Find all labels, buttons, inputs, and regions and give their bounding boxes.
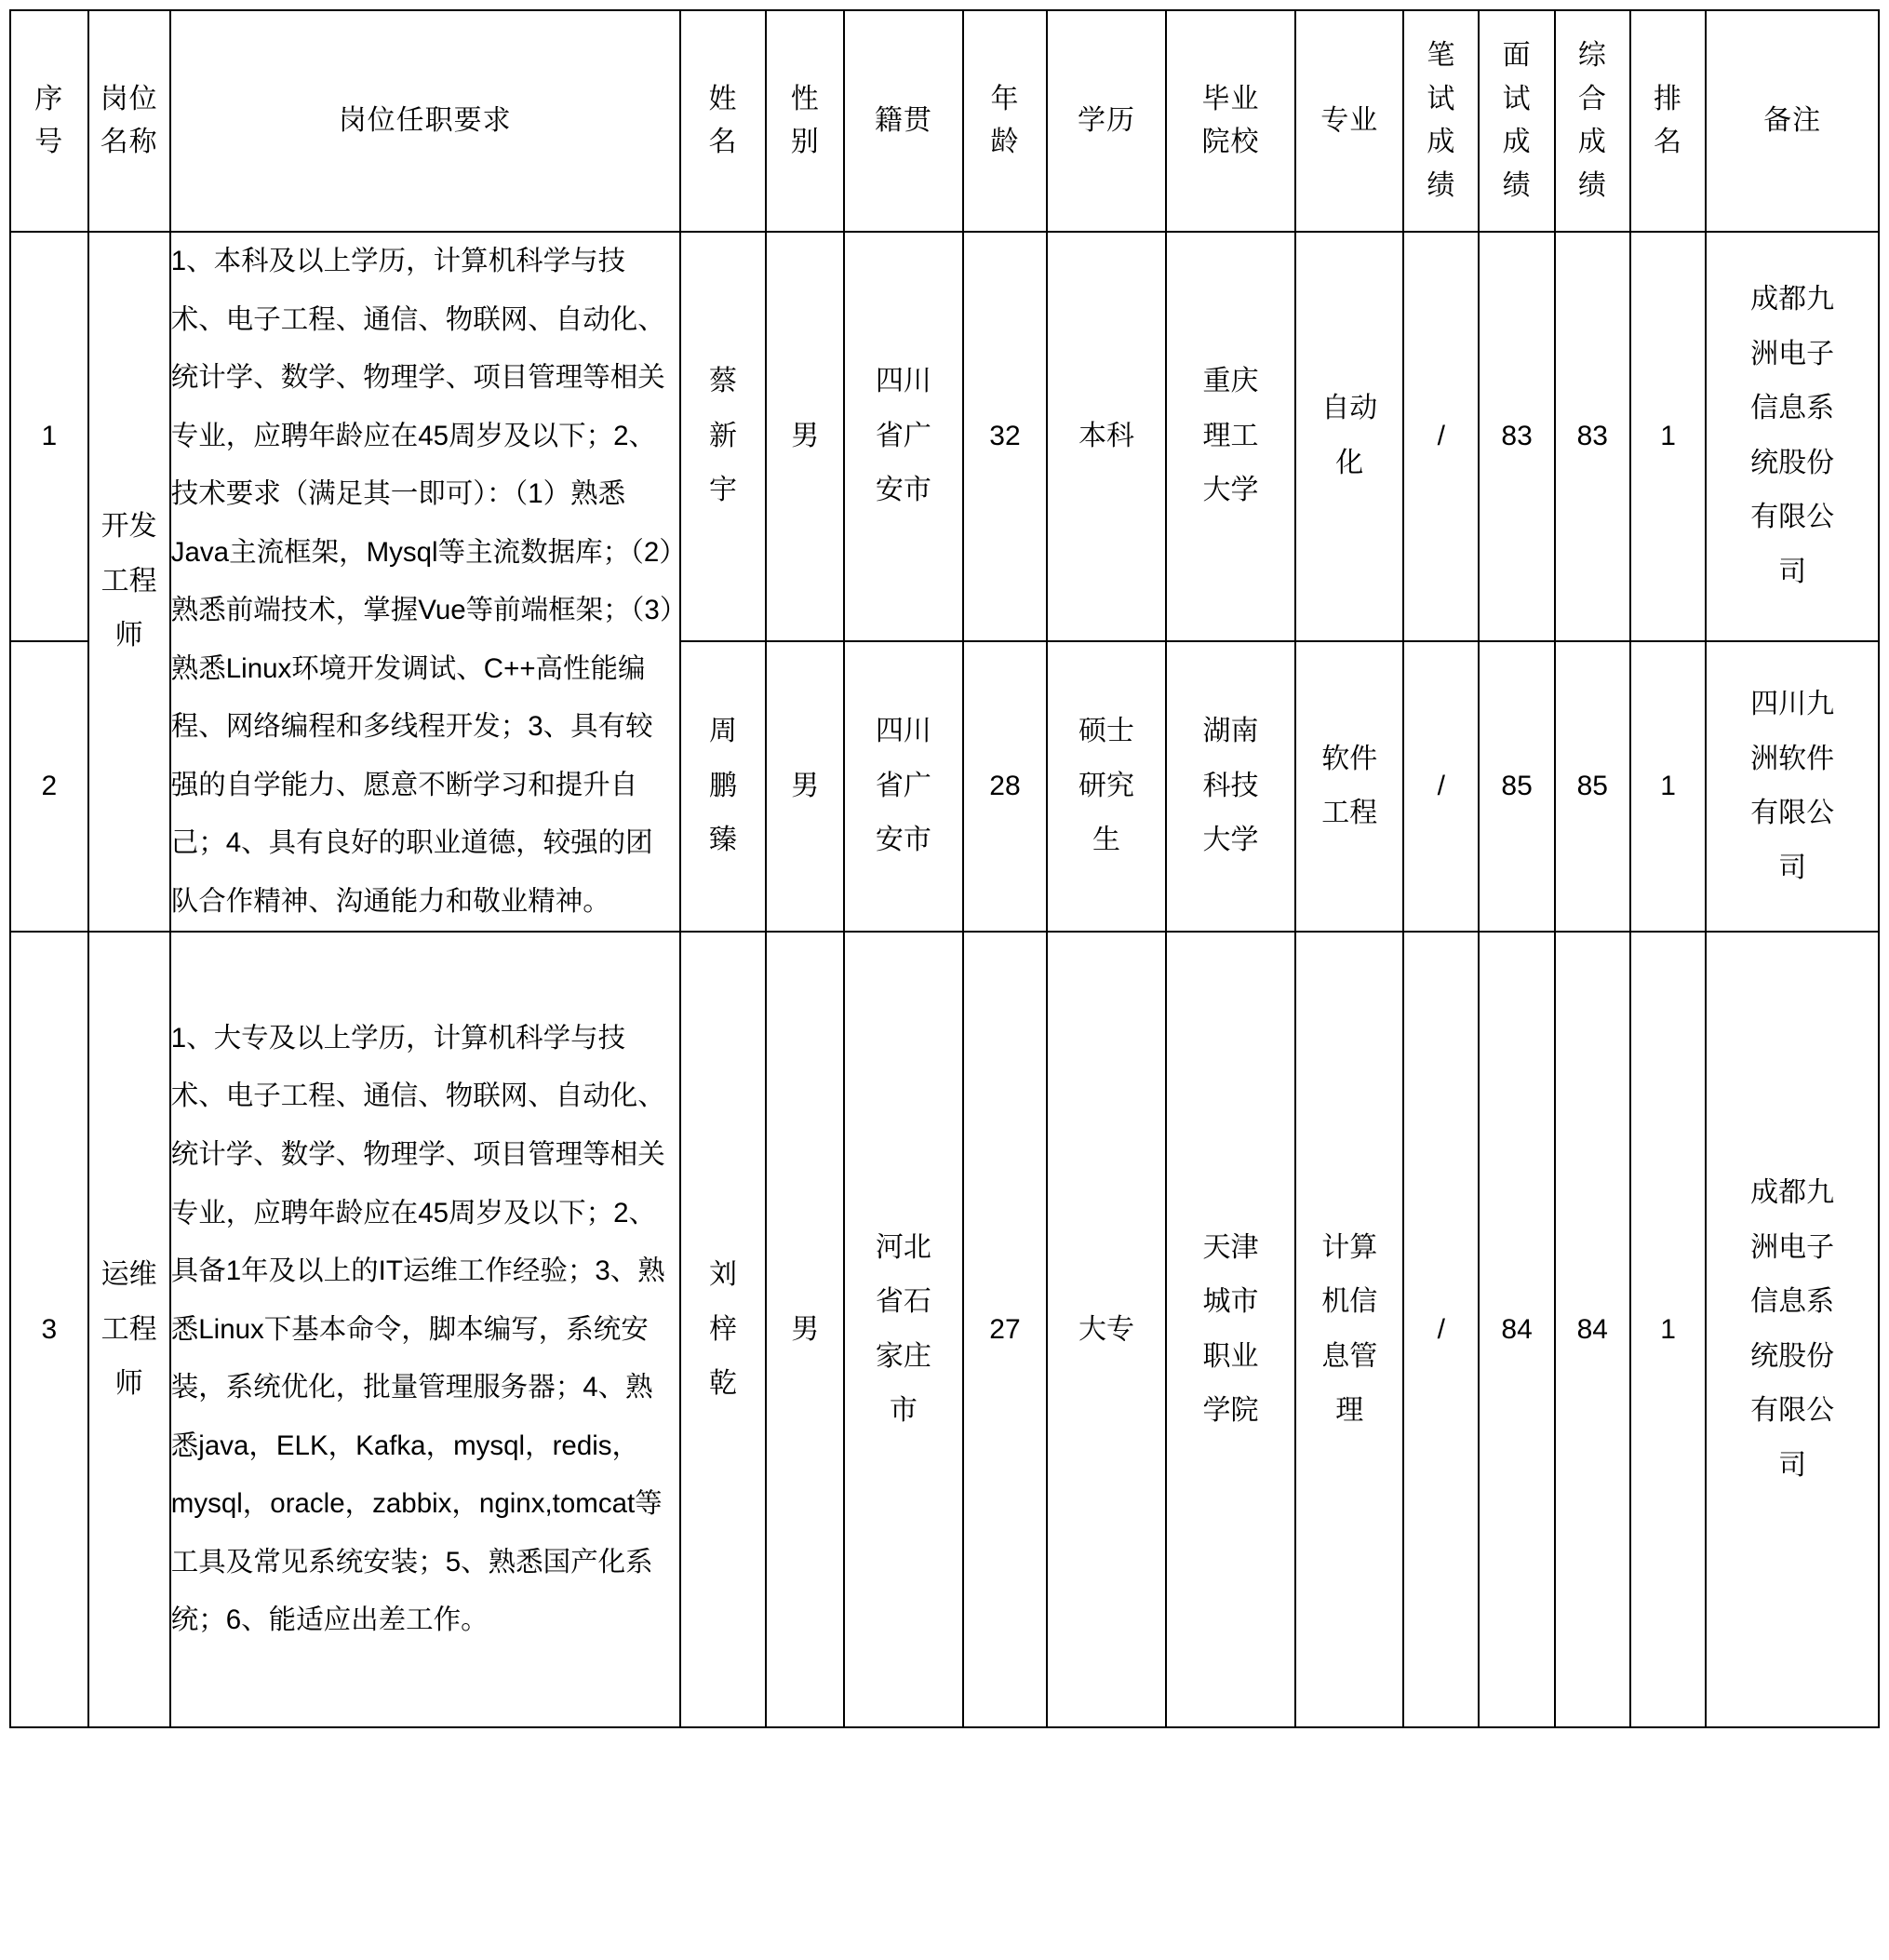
cell-written-score: / bbox=[1403, 232, 1479, 641]
post-name-line: 工程 bbox=[100, 1313, 157, 1345]
major-line: 机信 bbox=[1321, 1286, 1378, 1318]
header-cell-remark bbox=[1706, 10, 1879, 232]
remark-stack bbox=[1750, 1166, 1834, 1493]
cell-origin bbox=[844, 641, 963, 933]
post-name-line: 运维 bbox=[100, 1259, 157, 1291]
origin-line: 四川 bbox=[875, 716, 931, 747]
header-line: 名 bbox=[708, 127, 738, 157]
header-cell-major bbox=[1295, 10, 1403, 232]
cell-age: 27 bbox=[963, 932, 1048, 1727]
origin-line: 市 bbox=[889, 1395, 918, 1427]
name-line: 周 bbox=[709, 716, 738, 747]
name-line: 宇 bbox=[709, 475, 738, 506]
remark-line: 有限公 bbox=[1750, 1395, 1835, 1427]
remark-line: 成都九 bbox=[1750, 1177, 1835, 1209]
origin-line: 省石 bbox=[875, 1286, 931, 1318]
table-header bbox=[10, 10, 1879, 232]
cell-composite-score: 84 bbox=[1555, 932, 1630, 1727]
major-line: 软件 bbox=[1321, 743, 1378, 774]
cell-rank: 1 bbox=[1630, 232, 1706, 641]
cell-age: 28 bbox=[963, 641, 1048, 933]
cell-seq: 2 bbox=[10, 641, 88, 933]
header-cell-age bbox=[963, 10, 1048, 232]
remark-line: 信息系 bbox=[1750, 393, 1835, 424]
remark-line: 司 bbox=[1778, 556, 1807, 587]
major-line: 化 bbox=[1335, 447, 1364, 478]
remark-stack bbox=[1750, 273, 1834, 599]
cell-interview-score: 84 bbox=[1479, 932, 1554, 1727]
header-cell-seq bbox=[10, 10, 88, 232]
education-line: 生 bbox=[1092, 825, 1121, 856]
cell-gender: 男 bbox=[766, 641, 844, 933]
remark-line: 洲软件 bbox=[1750, 743, 1835, 774]
name-stack bbox=[709, 705, 737, 868]
remark-line: 司 bbox=[1778, 852, 1807, 883]
school-line: 大学 bbox=[1202, 475, 1259, 506]
cell-rank: 1 bbox=[1630, 932, 1706, 1727]
education-stack bbox=[1078, 409, 1134, 464]
name-line: 蔡 bbox=[709, 366, 738, 397]
header-cell-interview-score bbox=[1479, 10, 1554, 232]
cell-remark bbox=[1706, 232, 1879, 641]
header-cell-requirements bbox=[170, 10, 680, 232]
education-stack bbox=[1078, 1303, 1134, 1358]
cell-origin bbox=[844, 232, 963, 641]
major-line: 工程 bbox=[1321, 798, 1378, 829]
post-name-line: 工程 bbox=[100, 565, 157, 597]
cell-education bbox=[1047, 641, 1166, 933]
header-line: 岗位 bbox=[100, 83, 158, 114]
header-line: 龄 bbox=[990, 127, 1020, 157]
school-stack bbox=[1203, 1221, 1259, 1439]
cell-written-score: / bbox=[1403, 932, 1479, 1727]
cell-remark bbox=[1706, 932, 1879, 1727]
header-cell-name bbox=[680, 10, 767, 232]
origin-line: 河北 bbox=[875, 1231, 931, 1263]
header-line: 绩 bbox=[1502, 169, 1532, 201]
cell-gender: 男 bbox=[766, 232, 844, 641]
header-line: 笔 bbox=[1427, 40, 1456, 71]
header-cell-gender bbox=[766, 10, 844, 232]
post-name-line: 开发 bbox=[100, 511, 157, 543]
table-body bbox=[10, 232, 1879, 1727]
cell-written-score: / bbox=[1403, 641, 1479, 933]
header-line: 成 bbox=[1577, 127, 1607, 157]
origin-line: 安市 bbox=[875, 825, 931, 856]
header-line: 性 bbox=[790, 83, 820, 114]
cell-composite-score: 83 bbox=[1555, 232, 1630, 641]
major-line: 理 bbox=[1335, 1395, 1364, 1427]
name-stack bbox=[709, 355, 737, 518]
school-line: 湖南 bbox=[1202, 716, 1259, 747]
origin-line: 省广 bbox=[875, 770, 931, 801]
remark-line: 洲电子 bbox=[1750, 338, 1835, 369]
header-line: 绩 bbox=[1577, 169, 1607, 201]
cell-school bbox=[1166, 641, 1295, 933]
header-cell-education bbox=[1047, 10, 1166, 232]
header-cell-written-score bbox=[1403, 10, 1479, 232]
header-line: 名 bbox=[1654, 127, 1683, 157]
header-line: 名称 bbox=[100, 127, 158, 157]
name-line: 鹏 bbox=[709, 770, 738, 801]
cell-interview-score: 83 bbox=[1479, 232, 1554, 641]
school-stack bbox=[1203, 705, 1259, 868]
header-line: 试 bbox=[1502, 83, 1532, 114]
school-line: 学院 bbox=[1202, 1395, 1259, 1427]
remark-line: 有限公 bbox=[1750, 798, 1835, 829]
header-line: 成 bbox=[1427, 127, 1456, 157]
header-line: 姓 bbox=[708, 83, 738, 114]
name-stack bbox=[709, 1248, 737, 1412]
school-line: 职业 bbox=[1202, 1340, 1259, 1372]
school-line: 理工 bbox=[1202, 420, 1259, 451]
cell-rank: 1 bbox=[1630, 641, 1706, 933]
header-line: 年 bbox=[990, 83, 1020, 114]
header-line: 学历 bbox=[1078, 104, 1136, 136]
origin-stack bbox=[876, 1221, 931, 1439]
name-line: 梓 bbox=[709, 1313, 738, 1345]
cell-major bbox=[1295, 641, 1403, 933]
cell-composite-score: 85 bbox=[1555, 641, 1630, 933]
post-name-line: 师 bbox=[114, 1368, 143, 1400]
major-stack bbox=[1321, 382, 1377, 490]
header-cell-school bbox=[1166, 10, 1295, 232]
remark-stack bbox=[1750, 678, 1834, 895]
education-line: 本科 bbox=[1078, 420, 1135, 451]
post-name-stack bbox=[101, 500, 157, 664]
cell-seq: 1 bbox=[10, 232, 88, 641]
school-line: 重庆 bbox=[1202, 366, 1259, 397]
cell-school bbox=[1166, 932, 1295, 1727]
origin-stack bbox=[876, 705, 931, 868]
origin-line: 四川 bbox=[875, 366, 931, 397]
cell-name bbox=[680, 641, 767, 933]
cell-major bbox=[1295, 232, 1403, 641]
remark-line: 洲电子 bbox=[1750, 1231, 1835, 1263]
name-line: 新 bbox=[709, 420, 738, 451]
header-line: 综 bbox=[1577, 40, 1607, 71]
cell-origin bbox=[844, 932, 963, 1727]
cell-remark bbox=[1706, 641, 1879, 933]
table-row bbox=[10, 932, 1879, 1727]
header-line: 试 bbox=[1427, 83, 1456, 114]
education-line: 研究 bbox=[1078, 770, 1135, 801]
header-line: 成 bbox=[1502, 127, 1532, 157]
cell-education bbox=[1047, 232, 1166, 641]
remark-line: 成都九 bbox=[1750, 284, 1835, 315]
education-line: 硕士 bbox=[1078, 716, 1135, 747]
remark-line: 司 bbox=[1778, 1449, 1807, 1481]
school-line: 城市 bbox=[1202, 1286, 1259, 1318]
origin-line: 家庄 bbox=[875, 1340, 931, 1372]
cell-requirements: 1、大专及以上学历，计算机科学与技术、电子工程、通信、物联网、自动化、统计学、数学、物理学、项目管理等相关专业，应聘年龄应在45周岁及以下；2、具备1年及以上的IT运维工作经验；3、熟悉Linux下基本命令，脚本编写，系统安装，系统优化，批量管理服务器；4、熟悉java，ELK，Kafka，mysql，redis，mysql，oracle，zabbix，nginx,tomcat等工具及常见系统安装；5、熟悉国产化系统；6、能适应出差工作。 bbox=[170, 932, 680, 1727]
remark-line: 统股份 bbox=[1750, 447, 1835, 478]
remark-line: 四川九 bbox=[1750, 689, 1835, 720]
header-line: 排 bbox=[1654, 83, 1683, 114]
post-name-line: 师 bbox=[114, 620, 143, 651]
cell-interview-score: 85 bbox=[1479, 641, 1554, 933]
school-line: 大学 bbox=[1202, 825, 1259, 856]
school-line: 天津 bbox=[1202, 1231, 1259, 1263]
remark-line: 有限公 bbox=[1750, 502, 1835, 533]
major-stack bbox=[1321, 732, 1377, 841]
education-line: 大专 bbox=[1078, 1313, 1135, 1345]
name-line: 刘 bbox=[709, 1259, 738, 1291]
cell-gender: 男 bbox=[766, 932, 844, 1727]
recruitment-results-table bbox=[9, 9, 1880, 1728]
cell-age: 32 bbox=[963, 232, 1048, 641]
major-line: 息管 bbox=[1321, 1340, 1378, 1372]
cell-major bbox=[1295, 932, 1403, 1727]
education-stack bbox=[1078, 705, 1134, 868]
major-stack bbox=[1321, 1221, 1377, 1439]
remark-line: 统股份 bbox=[1750, 1340, 1835, 1372]
cell-post-name bbox=[88, 232, 170, 932]
header-cell-post-name bbox=[88, 10, 170, 232]
header-line: 号 bbox=[34, 127, 64, 157]
major-line: 自动 bbox=[1321, 393, 1378, 424]
header-cell-composite-score bbox=[1555, 10, 1630, 232]
cell-school bbox=[1166, 232, 1295, 641]
header-line: 合 bbox=[1577, 83, 1607, 114]
table-row bbox=[10, 232, 1879, 641]
major-line: 计算 bbox=[1321, 1231, 1378, 1263]
header-line: 毕业 bbox=[1201, 83, 1260, 114]
origin-line: 省广 bbox=[875, 420, 931, 451]
header-line: 专业 bbox=[1320, 104, 1379, 136]
header-line: 序 bbox=[34, 83, 64, 114]
origin-stack bbox=[876, 355, 931, 518]
header-line: 备注 bbox=[1763, 104, 1822, 136]
header-line: 别 bbox=[790, 127, 820, 157]
school-line: 科技 bbox=[1202, 770, 1259, 801]
cell-requirements: 1、本科及以上学历，计算机科学与技术、电子工程、通信、物联网、自动化、统计学、数学、物理学、项目管理等相关专业，应聘年龄应在45周岁及以下；2、技术要求（满足其一即可）：（1）熟悉Java主流框架，Mysql等主流数据库；（2）熟悉前端技术，掌握Vue等前端框架；（3）熟悉Linux环境开发调试、C++高性能编程、网络编程和多线程开发；3、具有较强的自学能力、愿意不断学习和提升自己；4、具有良好的职业道德，较强的团队合作精神、沟通能力和敬业精神。 bbox=[170, 232, 680, 932]
header-line: 绩 bbox=[1427, 169, 1456, 201]
header-line: 院校 bbox=[1201, 127, 1260, 157]
header-cell-rank bbox=[1630, 10, 1706, 232]
name-line: 乾 bbox=[709, 1368, 738, 1400]
name-line: 臻 bbox=[709, 825, 738, 856]
remark-line: 信息系 bbox=[1750, 1286, 1835, 1318]
origin-line: 安市 bbox=[875, 475, 931, 506]
cell-post-name bbox=[88, 932, 170, 1727]
cell-seq: 3 bbox=[10, 932, 88, 1727]
cell-name bbox=[680, 932, 767, 1727]
header-line: 籍贯 bbox=[874, 104, 932, 136]
cell-education bbox=[1047, 932, 1166, 1727]
header-cell-origin bbox=[844, 10, 963, 232]
cell-name bbox=[680, 232, 767, 641]
school-stack bbox=[1203, 355, 1259, 518]
header-row bbox=[10, 10, 1879, 232]
header-line: 面 bbox=[1502, 40, 1532, 71]
post-name-stack bbox=[101, 1248, 157, 1412]
header-line: 岗位任职要求 bbox=[338, 104, 512, 136]
